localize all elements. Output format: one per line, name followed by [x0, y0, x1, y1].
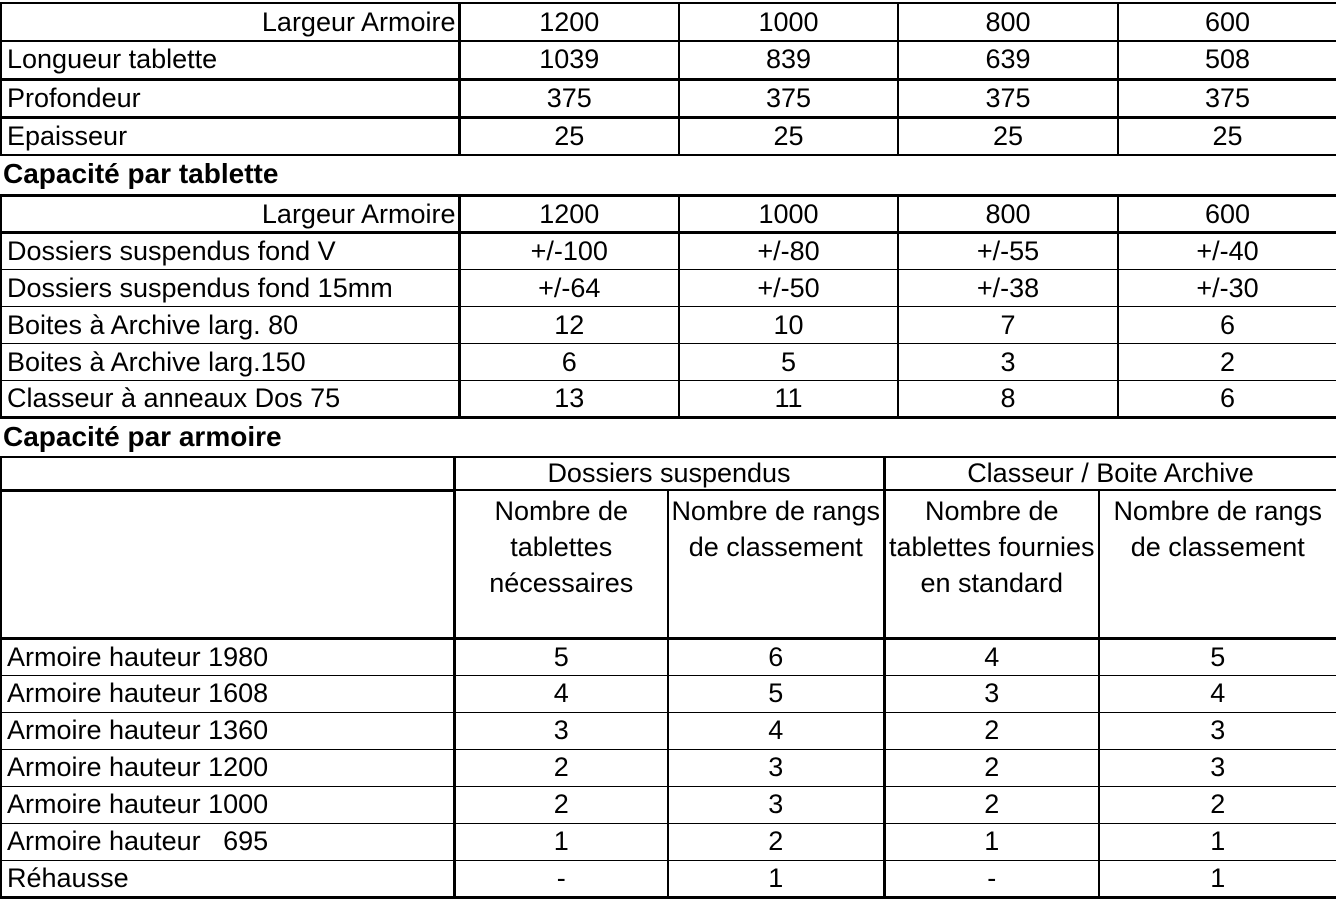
column-header: 600 [1118, 196, 1336, 233]
row-label: Classeur à anneaux Dos 75 [1, 381, 459, 418]
row-label: Dossiers suspendus fond 15mm [1, 270, 459, 307]
row-label: Boites à Archive larg. 80 [1, 307, 459, 344]
table-row [1, 344, 1336, 381]
row-label: Armoire hauteur 1608 [1, 675, 454, 712]
cell-value: 2 [1118, 344, 1336, 381]
table-row [1, 860, 1336, 897]
cell-value: 639 [898, 41, 1118, 79]
cell-value: +/-100 [459, 233, 679, 270]
cell-value: 6 [459, 344, 679, 381]
subcolumn-header: Nombre de tablettes fournies en standard [884, 490, 1099, 638]
cell-value: 2 [884, 712, 1099, 749]
group-header: Classeur / Boite Archive [884, 457, 1336, 490]
cell-value: 2 [454, 749, 668, 786]
row-label: Epaisseur [1, 117, 459, 155]
cell-value: 2 [1099, 786, 1336, 823]
cell-value: 8 [898, 381, 1118, 418]
empty-cell [1, 490, 454, 638]
cell-value: 375 [898, 79, 1118, 117]
table-header-row [1, 3, 1336, 41]
cell-value: 5 [1099, 638, 1336, 675]
cell-value: 5 [679, 344, 898, 381]
subcolumn-header: Nombre de rangs de classement [668, 490, 884, 638]
table-row [1, 117, 1336, 155]
cell-value: +/-55 [898, 233, 1118, 270]
cell-value: - [454, 860, 668, 897]
cell-value: - [884, 860, 1099, 897]
cell-value: 3 [668, 786, 884, 823]
column-header: 1200 [459, 196, 679, 233]
cell-value: 10 [679, 307, 898, 344]
table-row [1, 749, 1336, 786]
row-label: Armoire hauteur 1980 [1, 638, 454, 675]
row-label: Longueur tablette [1, 41, 459, 79]
row-label: Armoire hauteur 695 [1, 823, 454, 860]
cell-value: 375 [679, 79, 898, 117]
row-label: Dossiers suspendus fond V [1, 233, 459, 270]
subcolumn-header: Nombre de tablettes nécessaires [454, 490, 668, 638]
table-row [1, 381, 1336, 418]
cell-value: 4 [454, 675, 668, 712]
cell-value: +/-64 [459, 270, 679, 307]
capacity-per-shelf-table [0, 194, 1336, 419]
column-header: 1000 [679, 196, 898, 233]
cell-value: 25 [679, 117, 898, 155]
column-header: 1200 [459, 3, 679, 41]
cell-value: 1 [1099, 823, 1336, 860]
cell-value: 1 [884, 823, 1099, 860]
row-label: Armoire hauteur 1360 [1, 712, 454, 749]
cell-value: 2 [884, 749, 1099, 786]
cell-value: 3 [668, 749, 884, 786]
cell-value: 375 [459, 79, 679, 117]
cell-value: 13 [459, 381, 679, 418]
cell-value: 1039 [459, 41, 679, 79]
table-header-row [1, 196, 1336, 233]
table-row [1, 307, 1336, 344]
spec-sheet [0, 2, 1336, 899]
row-label: Réhausse [1, 860, 454, 897]
cell-value: +/-50 [679, 270, 898, 307]
cell-value: 508 [1118, 41, 1336, 79]
group-header-row [1, 457, 1336, 490]
cell-value: +/-80 [679, 233, 898, 270]
cell-value: 7 [898, 307, 1118, 344]
cell-value: 6 [1118, 307, 1336, 344]
dimensions-table [0, 2, 1336, 156]
section-title-capacite-par-armoire: Capacité par armoire [3, 421, 282, 452]
corner-header: Largeur Armoire [1, 196, 459, 233]
section-title-capacite-par-tablette: Capacité par tablette [3, 158, 279, 189]
table-row [1, 638, 1336, 675]
cell-value: +/-30 [1118, 270, 1336, 307]
cell-value: +/-40 [1118, 233, 1336, 270]
corner-header: Largeur Armoire [1, 3, 459, 41]
cell-value: 839 [679, 41, 898, 79]
cell-value: 5 [454, 638, 668, 675]
cell-value: 25 [898, 117, 1118, 155]
table-row [1, 79, 1336, 117]
cell-value: 1 [1099, 860, 1336, 897]
cell-value: +/-38 [898, 270, 1118, 307]
table-row [1, 675, 1336, 712]
cell-value: 4 [884, 638, 1099, 675]
cell-value: 375 [1118, 79, 1336, 117]
table-row [1, 786, 1336, 823]
column-header: 1000 [679, 3, 898, 41]
cell-value: 6 [1118, 381, 1336, 418]
cell-value: 6 [668, 638, 884, 675]
cell-value: 4 [668, 712, 884, 749]
cell-value: 5 [668, 675, 884, 712]
cell-value: 12 [459, 307, 679, 344]
cell-value: 1 [668, 860, 884, 897]
cell-value: 3 [1099, 712, 1336, 749]
cell-value: 3 [884, 675, 1099, 712]
cell-value: 11 [679, 381, 898, 418]
column-header: 800 [898, 196, 1118, 233]
row-label: Armoire hauteur 1000 [1, 786, 454, 823]
cell-value: 3 [898, 344, 1118, 381]
table-row [1, 712, 1336, 749]
subcolumn-header: Nombre de rangs de classement [1099, 490, 1336, 638]
row-label: Boites à Archive larg.150 [1, 344, 459, 381]
table-row [1, 270, 1336, 307]
cell-value: 4 [1099, 675, 1336, 712]
column-header: 600 [1118, 3, 1336, 41]
subcolumn-header-row [1, 490, 1336, 638]
table-row [1, 233, 1336, 270]
column-header: 800 [898, 3, 1118, 41]
row-label: Armoire hauteur 1200 [1, 749, 454, 786]
cell-value: 1 [454, 823, 668, 860]
empty-cell [1, 457, 454, 490]
cell-value: 3 [454, 712, 668, 749]
cell-value: 2 [884, 786, 1099, 823]
cell-value: 25 [459, 117, 679, 155]
capacity-per-cabinet-table [0, 456, 1336, 899]
table-row [1, 823, 1336, 860]
cell-value: 25 [1118, 117, 1336, 155]
row-label: Profondeur [1, 79, 459, 117]
table-row [1, 41, 1336, 79]
cell-value: 2 [668, 823, 884, 860]
group-header: Dossiers suspendus [454, 457, 884, 490]
cell-value: 3 [1099, 749, 1336, 786]
cell-value: 2 [454, 786, 668, 823]
